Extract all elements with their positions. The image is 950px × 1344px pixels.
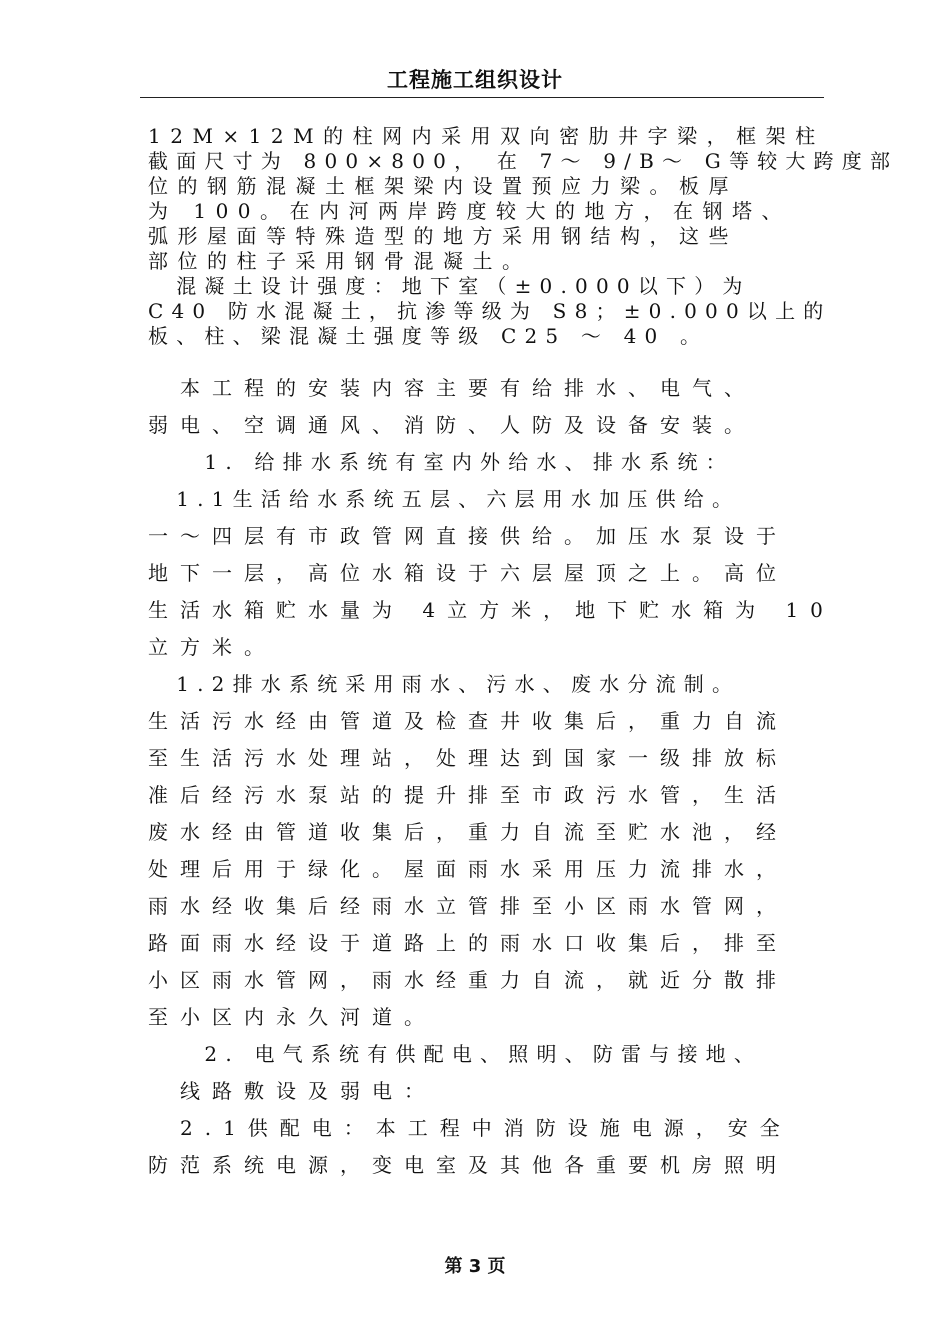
text-line: 路面雨水经设于道路上的雨水口收集后，排至 [148, 931, 788, 955]
text-line: 防范系统电源，变电室及其他各重要机房照明 [148, 1153, 788, 1177]
text-line: 至生活污水处理站，处理达到国家一级排放标 [148, 746, 788, 770]
text-line: 立方米。 [148, 635, 276, 659]
text-line: 1.2排水系统采用雨水、污水、废水分流制。 [148, 672, 741, 696]
text-line: 地下一层，高位水箱设于六层屋顶之上。高位 [148, 561, 788, 585]
text-line: 生活污水经由管道及检查井收集后，重力自流 [148, 709, 788, 733]
text-line: 弱电、空调通风、消防、人防及设备安装。 [148, 413, 756, 437]
text-line: 一～四层有市政管网直接供给。加压水泵设于 [148, 524, 788, 548]
text-line: 截面尺寸为 800×800， 在 7～ 9/B～ G等较大跨度部 [148, 149, 899, 173]
text-line: 板、柱、梁混凝土强度等级 C25 ～ 40 。 [148, 324, 709, 348]
text-line: 生活水箱贮水量为 4立方米，地下贮水箱为 10 [148, 598, 835, 622]
text-line: C40 防水混凝土，抗渗等级为 S8；±0.000以上的 [148, 299, 832, 323]
text-line: 雨水经收集后经雨水立管排至小区雨水管网， [148, 894, 788, 918]
text-line: 小区雨水管网，雨水经重力自流，就近分散排 [148, 968, 788, 992]
text-line: 12M×12M的柱网内采用双向密肋井字梁，框架柱 [148, 124, 825, 148]
text-line: 1. 给排水系统有室内外给水、排水系统： [148, 450, 734, 474]
text-line: 线路敷设及弱电： [148, 1079, 436, 1103]
text-line: 废水经由管道收集后，重力自流至贮水池，经 [148, 820, 788, 844]
document-header-title: 工程施工组织设计 [387, 68, 563, 92]
text-line: 2.1供配电：本工程中消防设施电源，安全 [148, 1116, 792, 1140]
text-line: 2. 电气系统有供配电、照明、防雷与接地、 [148, 1042, 763, 1066]
text-line: 混凝土设计强度：地下室（±0.000以下）为 [148, 274, 751, 298]
text-line: 至小区内永久河道。 [148, 1005, 436, 1029]
page-number: 第 3 页 [444, 1256, 506, 1277]
text-line: 位的钢筋混凝土框架梁内设置预应力梁。板厚 [148, 174, 738, 198]
text-line: 为 100。在内河两岸跨度较大的地方，在钢塔、 [148, 199, 792, 223]
text-line: 弧形屋面等特殊造型的地方采用钢结构，这些 [148, 224, 738, 248]
text-line: 1.1生活给水系统五层、六层用水加压供给。 [148, 487, 741, 511]
header-divider [140, 97, 824, 98]
text-line: 处理后用于绿化。屋面雨水采用压力流排水， [148, 857, 788, 881]
text-line: 部位的柱子采用钢骨混凝土。 [148, 249, 532, 273]
text-line: 准后经污水泵站的提升排至市政污水管，生活 [148, 783, 788, 807]
text-line: 本工程的安装内容主要有给排水、电气、 [148, 376, 756, 400]
